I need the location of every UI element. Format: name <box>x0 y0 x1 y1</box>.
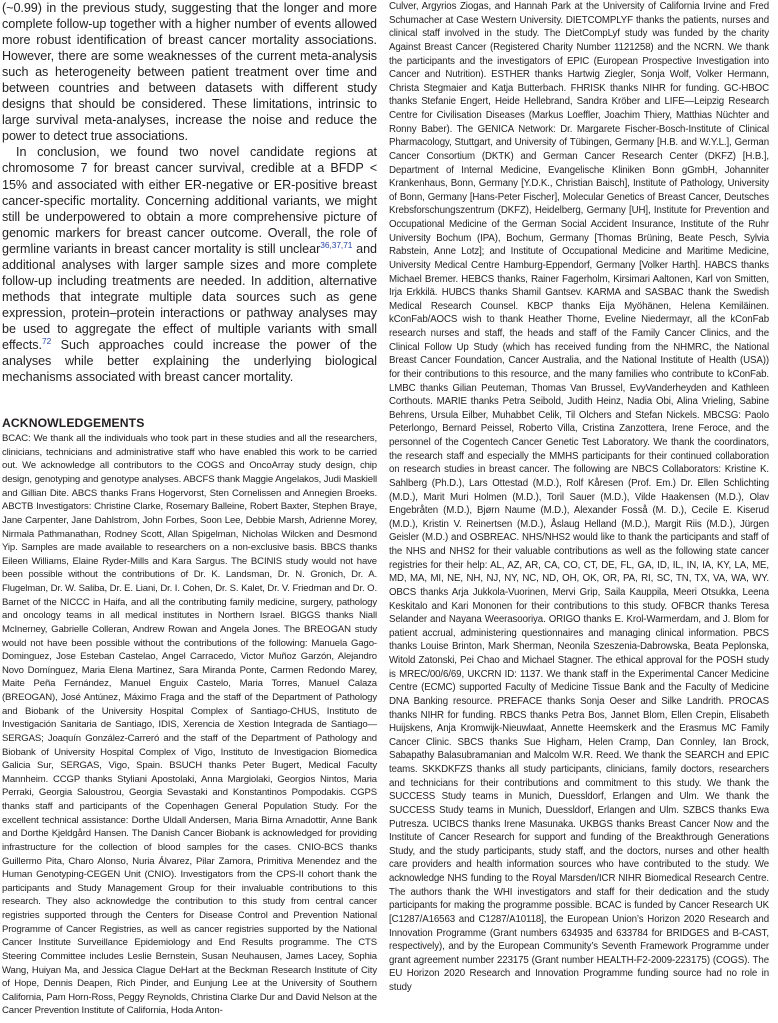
reference-link-36-37-71[interactable]: 36,37,71 <box>320 239 353 250</box>
conclusion-text-part-2: and additional analyses with larger sample sizes and more complete follow-up including treatments are needed. In addition, alternative methods that integrate multiple data sources such as gene expression, protein–protein interactions or pathway analyses may be used to aggregate the effect of multiple variants with small effects. <box>2 241 377 352</box>
acknowledgements-text-right: Culver, Argyrios Ziogas, and Hannah Park at the University of California Irvine and Fred Schumacher at Case Western University. DIETCOMPLYF thanks the patients, nurses and clinical staff involved in the study. The DietCompLyf study was funded by the charity Against Breast Cancer (Registered Charity Number 1121258) and the NCRN. We thank the participants and the investigators of EPIC (European Prospective Investigation into Cancer and Nutrition). ESTHER thanks Hartwig Ziegler, Sonja Wolf, Volker Hermann, Christa Stegmaier and Katja Butterbach. FHRISK thanks NIHR for funding. GC-HBOC thanks Stefanie Engert, Heide Hellebrand, Sandra Kröber and LIFE—Leipzig Research Centre for Civilisation Diseases (Markus Loeffler, Joachim Thiery, Matthias Nüchter and Ronny Baber). The GENICA Network: Dr. Margarete Fischer-Bosch-Institute of Clinical Pharmacology, Stuttgart, and University of Tübingen, Germany [H.B. and W.Y.L.], German Cancer Consortium (DKTK) and German Cancer Research Center (DKFZ) [H.B.], Department of Internal Medicine, Evangelische Kliniken Bonn gGmbH, Johanniter Krankenhaus, Bonn, Germany [Y.D.K., Christian Baisch], Institute of Pathology, University of Bonn, Germany [Hans-Peter Fischer], Molecular Genetics of Breast Cancer, Deutsches Krebsforschungszentrum (DKFZ), Heidelberg, Germany [UH], Institute for Prevention and Occupational Medicine of the German Social Accident Insurance, Institute of the Ruhr University Bochum (IPA), Bochum, Germany [Thomas Brüning, Beate Pesch, Sylvia Rabstein, Anne Lotz]; and Institute of Occupational Medicine and Maritime Medicine, University Medical Centre Hamburg-Eppendorf, Germany [Volker Harth]. HABCS thanks Michael Bremer. HEBCS thanks, Rainer Fagerholm, Kirsimari Aaltonen, Karl von Smitten, Irja Erkkilä. HUBCS thanks Shamil Gantsev. KARMA and SASBAC thank the Swedish Medical Research Counsel. KBCP thanks Eija Myöhänen, Helena Kemiläinen. kConFab/AOCS wish to thank Heather Thorne, Eveline Niedermayr, all the kConFab research nurses and staff, the heads and staff of the Family Cancer Clinics, and the Clinical Follow Up Study (which has received funding from the NHMRC, the National Breast Cancer Foundation, Cancer Australia, and the National Institute of Health (USA)) for their contributions to this resource, and the many families who contribute to kConFab. LMBC thanks Gilian Peuteman, Thomas Van Brussel, EvyVanderheyden and Kathleen Corthouts. MARIE thanks Petra Seibold, Judith Heinz, Nadia Obi, Alina Vrieling, Sabine Behrens, Ursula Eilber, Muhabbet Celik, Til Olchers and Stefan Nickels. MBCSG: Paolo Peterlongo, Bernard Peissel, Roberto Villa, Cristina Zanzottera, Irene Feroce, and the personnel of the Cogentech Cancer Genetic Test Laboratory. We thank the coordinators, the research staff and especially the MMHS participants for their continued collaboration on research studies in breast cancer. The following are NBCS Collaborators: Kristine K. Sahlberg (Ph.D.), Lars Ottestad (M.D.), Rolf Kåresen (Prof. Em.) Dr. Ellen Schlichting (M.D.), Marit Muri Holmen (M.D.), Toril Sauer (M.D.), Vilde Haakensen (M.D.), Olav Engebråten (M.D.), Bjørn Naume (M.D.), Alexander Fosså (M. D.), Cecile E. Kiserud (M.D.), Kristin V. Reinertsen (M.D.), Åslaug Helland (M.D.), Margit Riis (M.D.), Jürgen Geisler (M.D.) and OSBREAC. NHS/NHS2 would like to thank the participants and staff of the NHS and NHS2 for their valuable contributions as well as the following state cancer registries for their help: AL, AZ, AR, CA, CO, CT, DE, FL, GA, ID, IL, IN, IA, KY, LA, ME, MD, MA, MI, NE, NH, NJ, NY, NC, ND, OH, OK, OR, PA, RI, SC, TN, TX, VA, WA, WY. OBCS thanks Arja Jukkola-Vuorinen, Mervi Grip, Saila Kauppila, Meeri Otsukka, Leena Keskitalo and Kari Mononen for their contributions to this study. OFBCR thanks Teresa Selander and Nayana Weerasooriya. ORIGO thanks E. Krol-Warmerdam, and J. Blom for patient accrual, administering questionnaires and managing clinical information. PBCS thanks Louise Brinton, Mark Sherman, Neonila Szeszenia-Dabrowska, Beata Peplonska, Witold Zatonski, Pei Chao and Michael Stagner. The ethical approval for the POSH study is MREC/00/6/69, UKCRN ID: 1137. We thank staff in the Experimental Cancer Medicine Centre (ECMC) supported Faculty of Medicine Tissue Bank and the Faculty of Medicine DNA Banking resource. PREFACE thanks Sonja Oeser and Silke Landrith. PROCAS thanks NIHR for funding. RBCS thanks Petra Bos, Jannet Blom, Ellen Crepin, Elisabeth Huijskens, Anja Kromwijk-Nieuwlaat, Annette Heemskerk and the Erasmus MC Family Cancer Clinic. SBCS thanks Sue Higham, Helen Cramp, Dan Connley, Ian Brock, Sabapathy Balasubramanian and Malcolm W.R. Reed. We thank the SEARCH and EPIC teams. SKKDKFZS thanks all study participants, clinicians, family doctors, researchers and technicians for their contributions and commitment to this study. We thank the SUCCESS Study teams in Munich, Duessldorf, Erlangen and Ulm. We thank the SUCCESS Study teams in Munich, Duessldorf, Erlangen and Ulm. SZBCS thanks Ewa Putresza. UCIBCS thanks Irene Masunaka. UKBGS thanks Breast Cancer Now and the Institute of Cancer Research for support and funding of the Breakthrough Generations Study, and the study participants, study staff, and the doctors, nurses and other health care providers and health information sources who have contributed to the study. We acknowledge NHS funding to the Royal Marsden/ICR NIHR Biomedical Research Centre. The authors thank the WHI investigators and staff for their dedication and the study participants for making the programme possible. BCAC is funded by Cancer Research UK [C1287/A16563 and C1287/A10118], the European Union’s Horizon 2020 Research and Innovation Programme (Grant numbers 634935 and 633784 for BRIDGES and B-CAST, respectively), and by the European Community’s Seventh Framework Programme under grant agreement number 223175 (Grant number HEALTH-F2-2009-223175) (COGS). The EU Horizon 2020 Research and Innovation Programme funding source had no role in study <box>389 1 769 993</box>
left-column <box>2 0 377 1023</box>
conclusion-text-part-3: Such approaches could increase the power of the analyses while better explaining the underlying biological mechanisms associated with breast cancer mortality. <box>2 337 377 385</box>
right-column <box>389 0 769 1023</box>
acknowledgements-text-left: BCAC: We thank all the individuals who took part in these studies and all the researchers, clinicians, technicians and administrative staff who have enabled this work to be carried out. We acknowledge all contributors to the COGS and OncoArray study design, chip design, genotyping and genotype analyses. ABCFS thank Maggie Angelakos, Judi Maskiell and Gillian Dite. ABCS thanks Frans Hogervorst, Sten Cornelissen and Annegien Broeks. ABCTB Investigators: Christine Clarke, Rosemary Balleine, Robert Baxter, Stephen Braye, Jane Carpenter, Jane Dahlstrom, John Forbes, Soon Lee, Debbie Marsh, Adrienne Morey, Nirmala Pathmanathan, Rodney Scott, Allan Spigelman, Nicholas Wilcken and Desmond Yip. Samples are made available to researchers on a non-exclusive basis. BBCS thanks Eileen Williams, Elaine Ryder-Mills and Kara Sargus. The BCINIS study would not have been possible without the contributions of Dr. K. Landsman, Dr. N. Gronich, Dr. A. Flugelman, Dr. W. Saliba, Dr. E. Liani, Dr. I. Cohen, Dr. S. Kalet, Dr. V. Friedman and Dr. O. Barnet of the NICCC in Haifa, and all the contributing family medicine, surgery, pathology and oncology teams in all medical institutes in Northern Israel. BIGGS thanks Niall McInerney, Gabrielle Colleran, Andrew Rowan and Angela Jones. The BREOGAN study would not have been possible without the contributions of the following: Manuela Gago-Dominguez, Jose Esteban Castelao, Angel Carracedo, Victor Muñoz Garzón, Alejandro Novo Domínguez, Maria Elena Martinez, Sara Miranda Ponte, Carmen Redondo Marey, Maite Peña Fernández, Manuel Enguix Castelo, Maria Torres, Manuel Calaza (BREOGAN), José Antúnez, Máximo Fraga and the staff of the Department of Pathology and Biobank of the University Hospital Complex of Santiago-CHUS, Instituto de Investigación Sanitaria de Santiago, IDIS, Xerencia de Xestion Integrada de Santiago—SERGAS; Joaquín González-Carreró and the staff of the Department of Pathology and Biobank of University Hospital Complex of Vigo, Instituto de Investigacion Biomedica Galicia Sur, SERGAS, Vigo, Spain. BSUCH thanks Peter Bugert, Medical Faculty Mannheim. CCGP thanks Styliani Apostolaki, Anna Margiolaki, Georgios Nintos, Maria Perraki, Georgia Saloustrou, Georgia Sevastaki and Konstantinos Pompodakis. CGPS thanks staff and participants of the Copenhagen General Population Study. For the excellent technical assistance: Dorthe Uldall Andersen, Maria Birna Arnadottir, Anne Bank and Dorthe Kjeldgård Hansen. The Danish Cancer Biobank is acknowledged for providing infrastructure for the collection of blood samples for the cases. CNIO-BCS thanks Guillermo Pita, Charo Alonso, Nuria Álvarez, Pilar Zamora, Primitiva Menendez and the Human Genotyping-CEGEN Unit (CNIO). Investigators from the CPS-II cohort thank the participants and Study Management Group for their invaluable contributions to this research. They also acknowledge the contribution to this study from central cancer registries supported through the Centers for Disease Control and Prevention National Programme of Cancer Registries, as well as cancer registries supported by the National Cancer Institute Surveillance Epidemiology and End Results programme. The CTS Steering Committee includes Leslie Bernstein, Susan Neuhausen, James Lacey, Sophia Wang, Huiyan Ma, and Jessica Clague DeHart at the Beckman Research Institute of City of Hope, Dennis Deapen, Rich Pinder, and Eunjung Lee at the University of Southern California, Pam Horn-Ross, Peggy Reynolds, Christina Clarke Dur and David Nelson at the Cancer Prevention Institute of California, Hoda Anton- <box>2 433 377 1017</box>
conclusion-text-part-1: In conclusion, we found two novel candidate regions at chromosome 7 for breast cancer survival, credible at a BFDP < 15% and associated with either ER-negative or ER-positive breast cancer-specific mortality. Concerning additional variants, we might still be underpowered to obtain a more comprehensive picture of genomic markers for breast cancer outcome. Overall, the role of germline variants in breast cancer mortality is still unclear <box>2 145 377 256</box>
reference-link-72[interactable]: 72 <box>41 335 52 346</box>
discussion-paragraph-1: (~0.99) in the previous study, suggesting that the longer and more complete follow-up together with a higher number of events allowed more robust identification of breast cancer mortality associations. However, there are some weaknesses of the current meta-analysis such as heterogeneity between patient treatment over time and between countries and between datasets with different study designs that should be considered. These limitations, intrinsic to large survival meta-analyses, increase the noise and reduce the power to detect true associations. <box>2 1 377 144</box>
section-spacer <box>2 385 377 416</box>
acknowledgements-heading: ACKNOWLEDGEMENTS <box>2 416 145 431</box>
conclusion-paragraph <box>2 144 377 385</box>
